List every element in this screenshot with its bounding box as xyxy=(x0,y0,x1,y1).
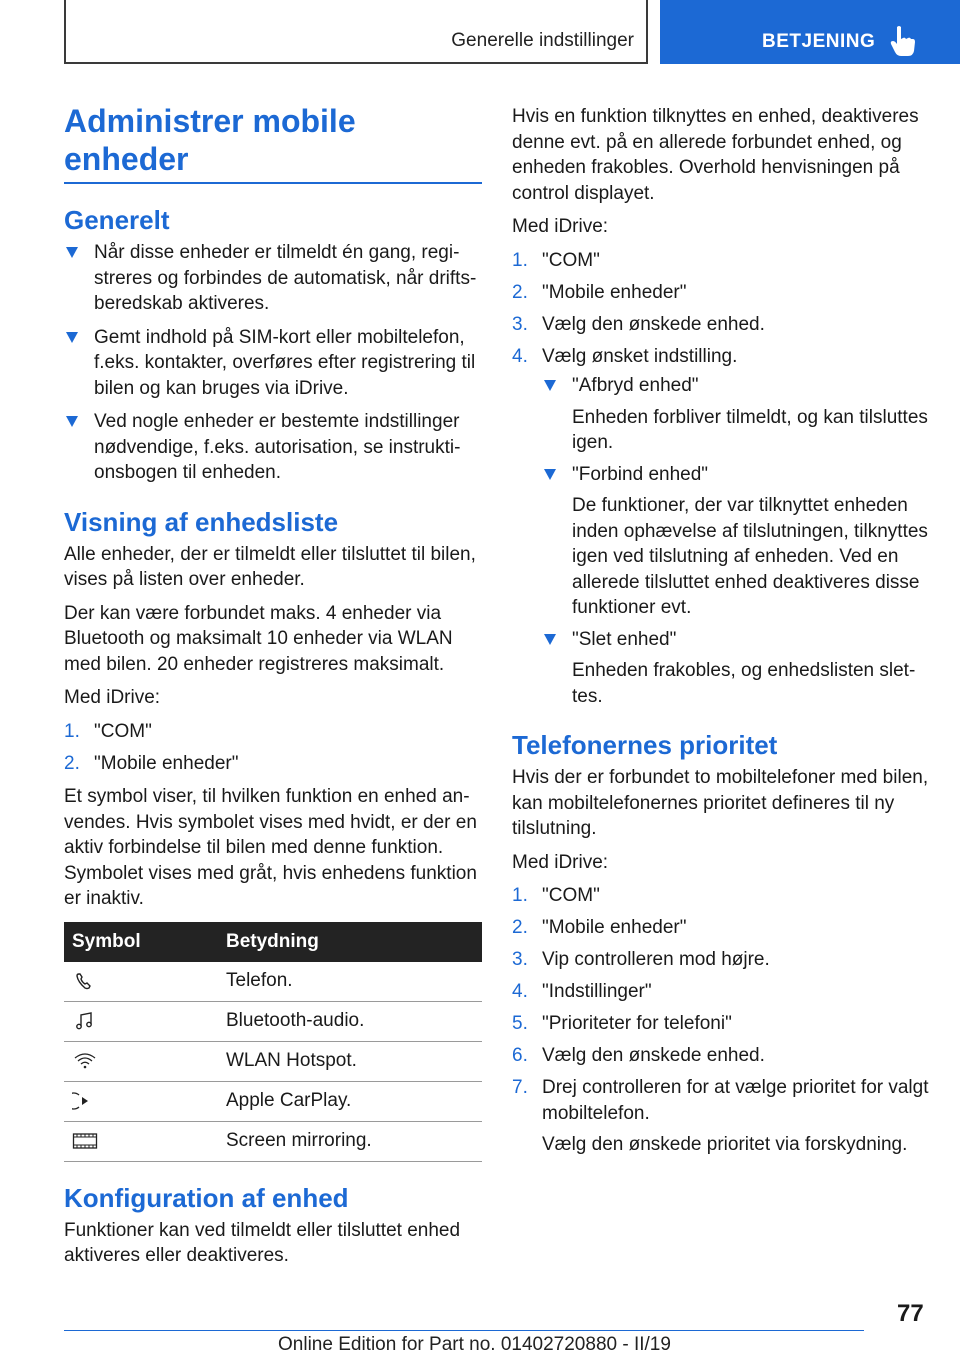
option-list xyxy=(542,373,932,709)
konfig-steps xyxy=(512,248,932,710)
prioritet-steps xyxy=(512,883,932,1158)
list-item: Når disse enheder er tilmeldt én gang, registreres og forbindes de automatisk, når driftsberedskab aktiveres. xyxy=(64,240,482,317)
step-note: Vælg den ønskede prioritet via forskydning. xyxy=(542,1134,908,1155)
table-cell-meaning: Screen mirroring. xyxy=(226,1121,482,1161)
generelt-bullets xyxy=(64,240,482,486)
paragraph: Med iDrive: xyxy=(64,687,161,708)
paragraph: Med iDrive: xyxy=(512,216,609,237)
step-item: 7. Drej controlleren for at vælge prioritet for valgt mobiltelefon. Vælg den ønskede prioritet via forskydning. xyxy=(512,1075,932,1158)
triangle-bullet-icon xyxy=(66,416,78,427)
triangle-bullet-icon xyxy=(544,380,556,391)
table-cell-meaning: WLAN Hotspot. xyxy=(226,1041,482,1081)
triangle-bullet-icon xyxy=(66,247,78,258)
page-title: Administrer mobile enheder xyxy=(64,102,482,184)
step-item: 1. "COM" xyxy=(512,885,600,906)
step-item: 1. "COM" xyxy=(512,249,600,271)
footer-edition: Online Edition for Part no. 01402720880 - II/19 xyxy=(278,1334,671,1355)
step-item: 3. Vip controlleren mod højre. xyxy=(512,949,770,970)
triangle-bullet-icon xyxy=(544,634,556,645)
phone-icon xyxy=(72,971,98,991)
table-cell-meaning: Apple CarPlay. xyxy=(226,1081,482,1121)
step-item: 4. "Indstillinger" xyxy=(512,981,652,1002)
step-item: 2. "Mobile enheder" xyxy=(512,281,687,303)
music-note-icon xyxy=(72,1011,98,1031)
heading-prioritet: Telefonernes prioritet xyxy=(512,730,778,760)
step-item: 2. "Mobile enheder" xyxy=(512,917,687,938)
step-item: 1. "COM" xyxy=(64,720,152,742)
heading-generelt: Generelt xyxy=(64,205,170,235)
table-row xyxy=(64,1001,482,1041)
list-item: Gemt indhold på SIM-kort eller mobiltelefon, f.eks. kontakter, overføres efter registrering til bilen og kan bruges via iDrive. xyxy=(64,325,482,402)
step-item: 4. Vælg ønsket indstilling. "Afbryd enhed" Enheden forbliver tilmeldt, og kan tilsluttes igen. "Forbind enhed" De funktioner, der var tilknyttet enheden inden ophævelse af tilslutningen, tilknyttes igen ved tilslutning af enheden. Ved en allerede tilsluttet enhed deaktiveres disse funktioner evt. "Slet enhed" Enheden frakobles, og enhedslisten slettes. xyxy=(512,344,932,710)
paragraph: Alle enheder, der er tilmeldt eller tilsluttet til bilen, vises på listen over enheder. xyxy=(64,543,476,590)
chapter-tab-label: BETJENING xyxy=(762,31,876,52)
table-cell-meaning: Telefon. xyxy=(226,962,482,1002)
wifi-icon xyxy=(72,1051,98,1071)
step-item: 3. Vælg den ønskede enhed. xyxy=(512,313,765,335)
paragraph: Funktioner kan ved tilmeldt eller tilsluttet enhed aktiveres eller deaktiveres. xyxy=(64,1219,461,1266)
heading-visning: Visning af enhedsliste xyxy=(64,506,339,537)
paragraph: Der kan være forbundet maks. 4 enheder via Bluetooth og maksimalt 10 enheder via WLAN med bilen. 20 enheder registreres maksimalt. xyxy=(64,602,453,675)
screen-mirroring-icon xyxy=(72,1131,98,1151)
table-cell-meaning: Bluetooth-audio. xyxy=(226,1001,482,1041)
section-title: Generelle indstillinger xyxy=(451,30,634,51)
visning-steps xyxy=(64,719,482,777)
list-item: Ved nogle enheder er bestemte indstillinger nødvendige, f.eks. autorisation, se instruktionsbogen til enheden. xyxy=(64,409,482,486)
page-number: 77 xyxy=(897,1300,924,1327)
triangle-bullet-icon xyxy=(66,332,78,343)
table-header-row xyxy=(64,922,482,962)
left-column xyxy=(64,102,482,1277)
table-row xyxy=(64,1121,482,1161)
table-row xyxy=(64,1041,482,1081)
step-item: 6. Vælg den ønskede enhed. xyxy=(512,1045,765,1066)
paragraph: Med iDrive: xyxy=(512,851,609,873)
symbol-table xyxy=(64,922,482,1162)
paragraph: Et symbol viser, til hvilken funktion en enhed anvendes. Hvis symbolet vises med hvidt, er der en aktiv forbindelse til bilen med denne funktion. Symbolet vises med gråt, hvis enhedens funktion er inaktiv. xyxy=(64,786,477,909)
step-item: 2. "Mobile enheder" xyxy=(64,752,239,774)
step-item: 5. "Prioriteter for telefoni" xyxy=(512,1013,732,1034)
option-item: "Afbryd enhed" Enheden forbliver tilmeldt, og kan tilsluttes igen. xyxy=(542,373,932,456)
right-column xyxy=(512,104,932,1166)
option-item: "Slet enhed" Enheden frakobles, og enhedslisten slettes. xyxy=(542,627,932,710)
header-section-box xyxy=(64,0,648,64)
pointing-hand-icon xyxy=(888,24,918,58)
column-header-meaning: Betydning xyxy=(226,922,482,962)
option-item: "Forbind enhed" De funktioner, der var tilknyttet enheden inden ophævelse af tilslutningen, tilknyttes igen ved tilslutning af enheden. Ved en allerede tilsluttet enhed deaktiveres disse funktioner evt. xyxy=(542,462,932,621)
column-header-symbol: Symbol xyxy=(64,922,226,962)
paragraph: Hvis der er forbundet to mobiltelefoner med bilen, kan mobiltelefonernes prioritet defineres til ny tilslutning. xyxy=(512,767,929,839)
table-row xyxy=(64,962,482,1002)
table-row xyxy=(64,1081,482,1121)
chapter-tab xyxy=(660,0,960,64)
heading-konfiguration: Konfiguration af enhed xyxy=(64,1182,349,1213)
paragraph: Hvis en funktion tilknyttes en enhed, deaktiveres denne evt. på en allerede forbundet enhed, og enheden frakobles. Overhold henvisningen på control displayet. xyxy=(512,106,919,204)
triangle-bullet-icon xyxy=(544,469,556,480)
play-circle-icon xyxy=(72,1091,98,1111)
footer-divider xyxy=(64,1330,864,1331)
